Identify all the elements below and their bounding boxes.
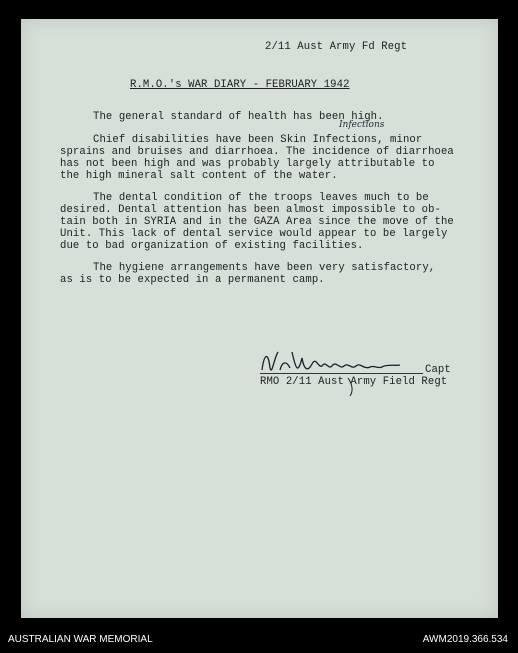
handwritten-insert: Infections [339,120,385,130]
signatory-rank: Capt [425,364,451,376]
document-title: R.M.O.'s WAR DIARY - FEBRUARY 1942 [130,79,350,91]
paragraph-1: The general standard of health has been high. [93,111,384,123]
signatory-title: RMO 2/11 Aust Army Field Regt [260,376,448,388]
paragraph-2-line-4: the high mineral salt content of the water. [60,170,338,182]
paragraph-2-line-2: sprains and bruises and diarrhoea. The incidence of diarrhoea [60,146,454,158]
signature-line [260,373,423,374]
paragraph-3-line-5: due to bad organization of existing facilities. [60,240,364,252]
paragraph-3-line-1: The dental condition of the troops leaves much to be [93,192,429,204]
footer-accession: AWM2019.366.534 [422,634,508,645]
paragraph-4-line-1: The hygiene arrangements have been very satisfactory, [93,262,436,274]
paragraph-3-line-4: Unit. This lack of dental service would appear to be largely [60,228,448,240]
footer-institution: AUSTRALIAN WAR MEMORIAL [8,634,153,645]
paragraph-2-line-1: Chief disabilities have been Skin Infections, minor [93,134,423,146]
handwritten-signature [256,340,426,400]
paragraph-4-line-2: as is to be expected in a permanent camp. [60,274,325,286]
paragraph-3-line-2: desired. Dental attention has been almost impossible to ob- [60,204,441,216]
document-page [21,19,498,618]
paragraph-3-line-3: tain both in SYRIA and in the GAZA Area since the move of the [60,216,454,228]
paragraph-2-line-3: has not been high and was probably largely attributable to [60,158,435,170]
unit-header: 2/11 Aust Army Fd Regt [265,41,408,53]
